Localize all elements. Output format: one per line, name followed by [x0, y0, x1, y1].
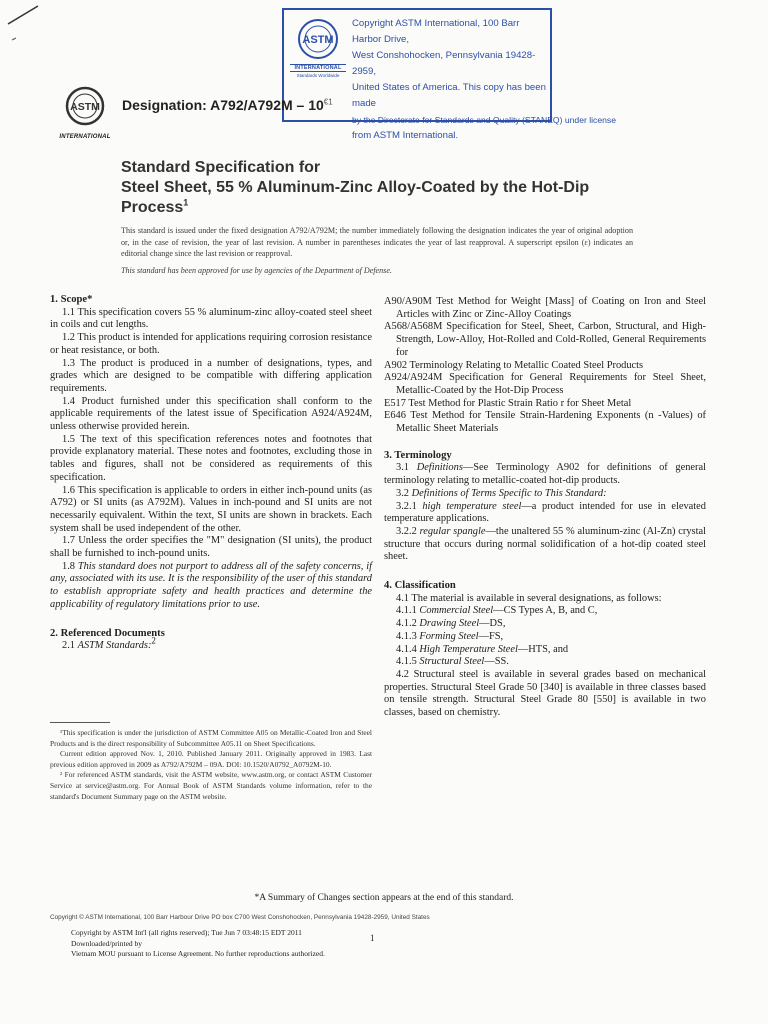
pen-mark: [0, 0, 60, 50]
refs-heading: 2. Referenced Documents: [50, 627, 165, 639]
download-line: Vietnam MOU pursuant to License Agreement. No further reproductions authorized.: [71, 949, 325, 958]
scope-heading: 1. Scope*: [50, 294, 93, 305]
page-number: 1: [370, 933, 375, 943]
term-31: [384, 462, 706, 487]
class-item: [384, 656, 706, 669]
class-item-num: 4.1.2: [396, 618, 417, 630]
scope-paragraph-safety: [50, 561, 372, 612]
class-item-em: Forming Steel: [419, 630, 479, 642]
scope-paragraph: 1.4 Product furnished under this specification shall conform to the applicable requirements of the latest issue of Specification A924/A924M, unless otherwise provided herein.: [50, 395, 372, 433]
title-line2: Steel Sheet, 55 % Aluminum-Zinc Alloy-Coated by the Hot-Dip Process: [121, 179, 590, 216]
scope-paragraph: 1.3 The product is produced in a number of designations, types, and grades which are designed to be compatible with differing application requirements.: [50, 357, 372, 394]
logo-sub: INTERNATIONAL: [59, 134, 111, 140]
class-item: [384, 631, 706, 644]
term-321-em: high temperature steel: [422, 500, 522, 512]
class-item-num: 4.1.4: [396, 643, 417, 655]
copyright-line: Copyright © ASTM International, 100 Barr Harbour Drive PO box C700 West Conshohocken, Pennsylvania 19428-2959, United States: [50, 914, 430, 921]
download-line: Downloaded/printed by: [71, 938, 143, 948]
designation: [122, 97, 333, 113]
summary-note: *A Summary of Changes section appears at the end of this standard.: [254, 893, 514, 903]
stamp-line: West Conshohocken, Pennsylvania 19428-2959,: [352, 50, 536, 77]
stamp-line: by the Directorate for Standards and Quality (STANEQ) under license: [352, 115, 616, 125]
class-item-em: High Temperature Steel: [419, 643, 518, 655]
class-item-text: —FS,: [478, 630, 504, 642]
class-41: 4.1 The material is available in several designations, as follows:: [396, 592, 662, 604]
footnote-rule: [50, 722, 110, 723]
class-item: [384, 605, 706, 618]
stamp-logo-sub2: Standards Worldwide: [296, 73, 340, 78]
class-item-num: 4.1.1: [396, 605, 417, 617]
download-line: Copyright by ASTM Int'l (all rights reserved); Tue Jun 7 03:48:15 EDT 2011: [71, 928, 302, 937]
refs-21-sup: 2: [151, 635, 156, 646]
ref-item: A902 Terminology Relating to Metallic Coated Steel Products: [384, 359, 644, 371]
term-322-num: 3.2.2: [396, 525, 417, 537]
class-item-text: —CS Types A, B, and C,: [493, 605, 598, 617]
class-item-em: Structural Steel: [419, 656, 485, 668]
ref-item: E517 Test Method for Plastic Strain Ratio r for Sheet Metal: [384, 397, 632, 409]
right-column: [384, 296, 706, 736]
class-42: 4.2 Structural steel is available in several grades based on mechanical properties. Structural Steel Grade 50 [340] is available in three classes based on tensile strength. Structural Steel Grade 80 [550] is available in two classes, based on chemistry.: [384, 668, 706, 719]
term-31-text: —See Terminology A902 for definitions of general terminology relating to metallic-coated hot-dip products.: [384, 462, 706, 487]
stamp-line: from ASTM International.: [352, 130, 459, 141]
term-321-text: —a product intended for use in elevated temperature applications.: [384, 500, 706, 525]
title-line1: Standard Specification for: [121, 159, 321, 176]
ref-item: A924/A924M Specification for General Requirements for Steel Sheet, Metallic-Coated by the Hot-Dip Process: [384, 372, 706, 396]
refs-list: [384, 296, 706, 436]
stamp-logo-sub: INTERNATIONAL: [290, 64, 346, 72]
title-footnote-mark: 1: [183, 197, 189, 208]
term-31-em: Definitions: [416, 462, 463, 474]
designation-label: Designation: A792/A792M – 10: [122, 97, 324, 113]
stamp-text: [352, 16, 616, 144]
page-title: [121, 178, 641, 218]
title-block: [121, 158, 641, 218]
term-322-em: regular spangle: [419, 525, 486, 537]
class-item-em: Commercial Steel: [419, 605, 494, 617]
footnote: Current edition approved Nov. 1, 2010. Published January 2011. Originally approved in 1983. Last previous edition approved in 2009 as A792/A792M – 09A. DOI: 10.1520/A0792_A0792M-10.: [50, 749, 372, 769]
term-32-em: Definitions of Terms Specific to This Standard:: [411, 487, 607, 499]
stamp-line: United States of America. This copy has been made: [352, 82, 546, 109]
refs-21-num: 2.1: [62, 640, 75, 652]
class-item: [384, 618, 706, 631]
classification-section: [384, 580, 706, 720]
classification-heading: 4. Classification: [384, 580, 456, 592]
footnote: ¹This specification is under the jurisdiction of ASTM Committee A05 on Metallic-Coated Iron and Steel Products and is the direct responsibility of Subcommittee A05.11 on Sheet Specifications.: [50, 728, 372, 748]
class-item-text: —HTS, and: [517, 643, 569, 655]
astm-logo: [56, 84, 114, 140]
ref-item: E646 Test Method for Tensile Strain-Hardening Exponents (n -Values) of Metallic Sheet Materials: [384, 410, 706, 435]
scope-paragraph: 1.7 Unless the order specifies the "M" designation (SI units), the product shall be furnished to inch-pound units.: [50, 535, 372, 560]
footnotes: [50, 728, 372, 802]
class-item-text: —DS,: [479, 618, 506, 630]
scope-paragraph: 1.6 This specification is applicable to orders in either inch-pound units (as A792) or SI units (as A792M). Values in inch-pound and SI units are not necessarily equivalent. Within the text, SI units are shown in brackets. Each system shall be used independent of the other.: [50, 484, 372, 534]
astm-logo-icon: [297, 16, 339, 62]
scope-paragraph: 1.5 The text of this specification references notes and footnotes that provide explanatory material. These notes and footnotes, excluding those in tables and figures, shall not be considered as requirements of this specification.: [50, 433, 372, 483]
class-item-num: 4.1.3: [396, 630, 417, 642]
left-column: [50, 294, 372, 669]
terminology-heading: 3. Terminology: [384, 449, 452, 461]
ref-item: A90/A90M Test Method for Weight [Mass] of Coating on Iron and Steel Articles with Zinc or Zinc-Alloy Coatings: [384, 296, 706, 320]
stamp-line: Copyright ASTM International, 100 Barr Harbor Drive,: [352, 18, 520, 45]
footnote: ² For referenced ASTM standards, visit the ASTM website, www.astm.org, or contact ASTM Customer Service at service@astm.org. For Annual Book of ASTM Standards volume information, refer to the standard's Document Summary page on the ASTM website.: [50, 770, 372, 801]
download-notice: [71, 928, 631, 960]
term-321: [384, 501, 706, 526]
terminology-section: [384, 450, 706, 564]
class-item-em: Drawing Steel: [419, 618, 480, 630]
dod-approval: This standard has been approved for use by agencies of the Department of Defense.: [121, 266, 392, 275]
term-321-num: 3.2.1: [396, 500, 417, 512]
scope-section: [50, 294, 372, 612]
designation-sup: €1: [323, 97, 333, 107]
term-32-num: 3.2: [396, 487, 409, 499]
refs-section: [50, 628, 372, 653]
term-32: [384, 488, 706, 501]
term-31-num: 3.1: [396, 462, 409, 474]
issuance-notice: This standard is issued under the fixed designation A792/A792M; the number immediately following the designation indicates the year of original adoption or, in the case of revision, the year of last revision. A number in parentheses indicates the year of last reapproval. A superscript epsilon (ε) indicates an editorial change since the last revision or reapproval.: [121, 226, 633, 258]
term-322: [384, 526, 706, 564]
ref-item: A568/A568M Specification for Steel, Sheet, Carbon, Structural, and High-Strength, Low-Alloy, Hot-Rolled and Cold-Rolled, General Requirements for: [384, 321, 706, 358]
scope-paragraph: 1.1 This specification covers 55 % aluminum-zinc alloy-coated steel sheet in coils and cut lengths.: [50, 306, 372, 331]
class-item: [384, 644, 706, 657]
stamp-logo-text: ASTM: [302, 34, 334, 46]
scope-18-num: 1.8: [62, 560, 75, 572]
scope-18-text: This standard does not purport to address all of the safety concerns, if any, associated with its use. It is the responsibility of the user of this standard to establish appropriate safety and health practices and determine the applicability of regulatory limitations prior to use.: [50, 560, 372, 610]
astm-logo-icon: [65, 84, 105, 128]
refs-21: [50, 635, 372, 653]
term-322-text: —the unaltered 55 % aluminum-zinc (Al-Zn) crystal structure that occurs during normal solidification of a hot-dip coated steel sheet.: [384, 525, 706, 563]
logo-text: ASTM: [70, 101, 100, 113]
class-item-text: —SS.: [484, 656, 509, 668]
scope-paragraph: 1.2 This product is intended for applications requiring corrosion resistance or heat resistance, or both.: [50, 332, 372, 356]
stamp-logo: [290, 16, 346, 78]
class-item-num: 4.1.5: [396, 656, 417, 668]
refs-21-text: ASTM Standards:: [77, 640, 152, 652]
